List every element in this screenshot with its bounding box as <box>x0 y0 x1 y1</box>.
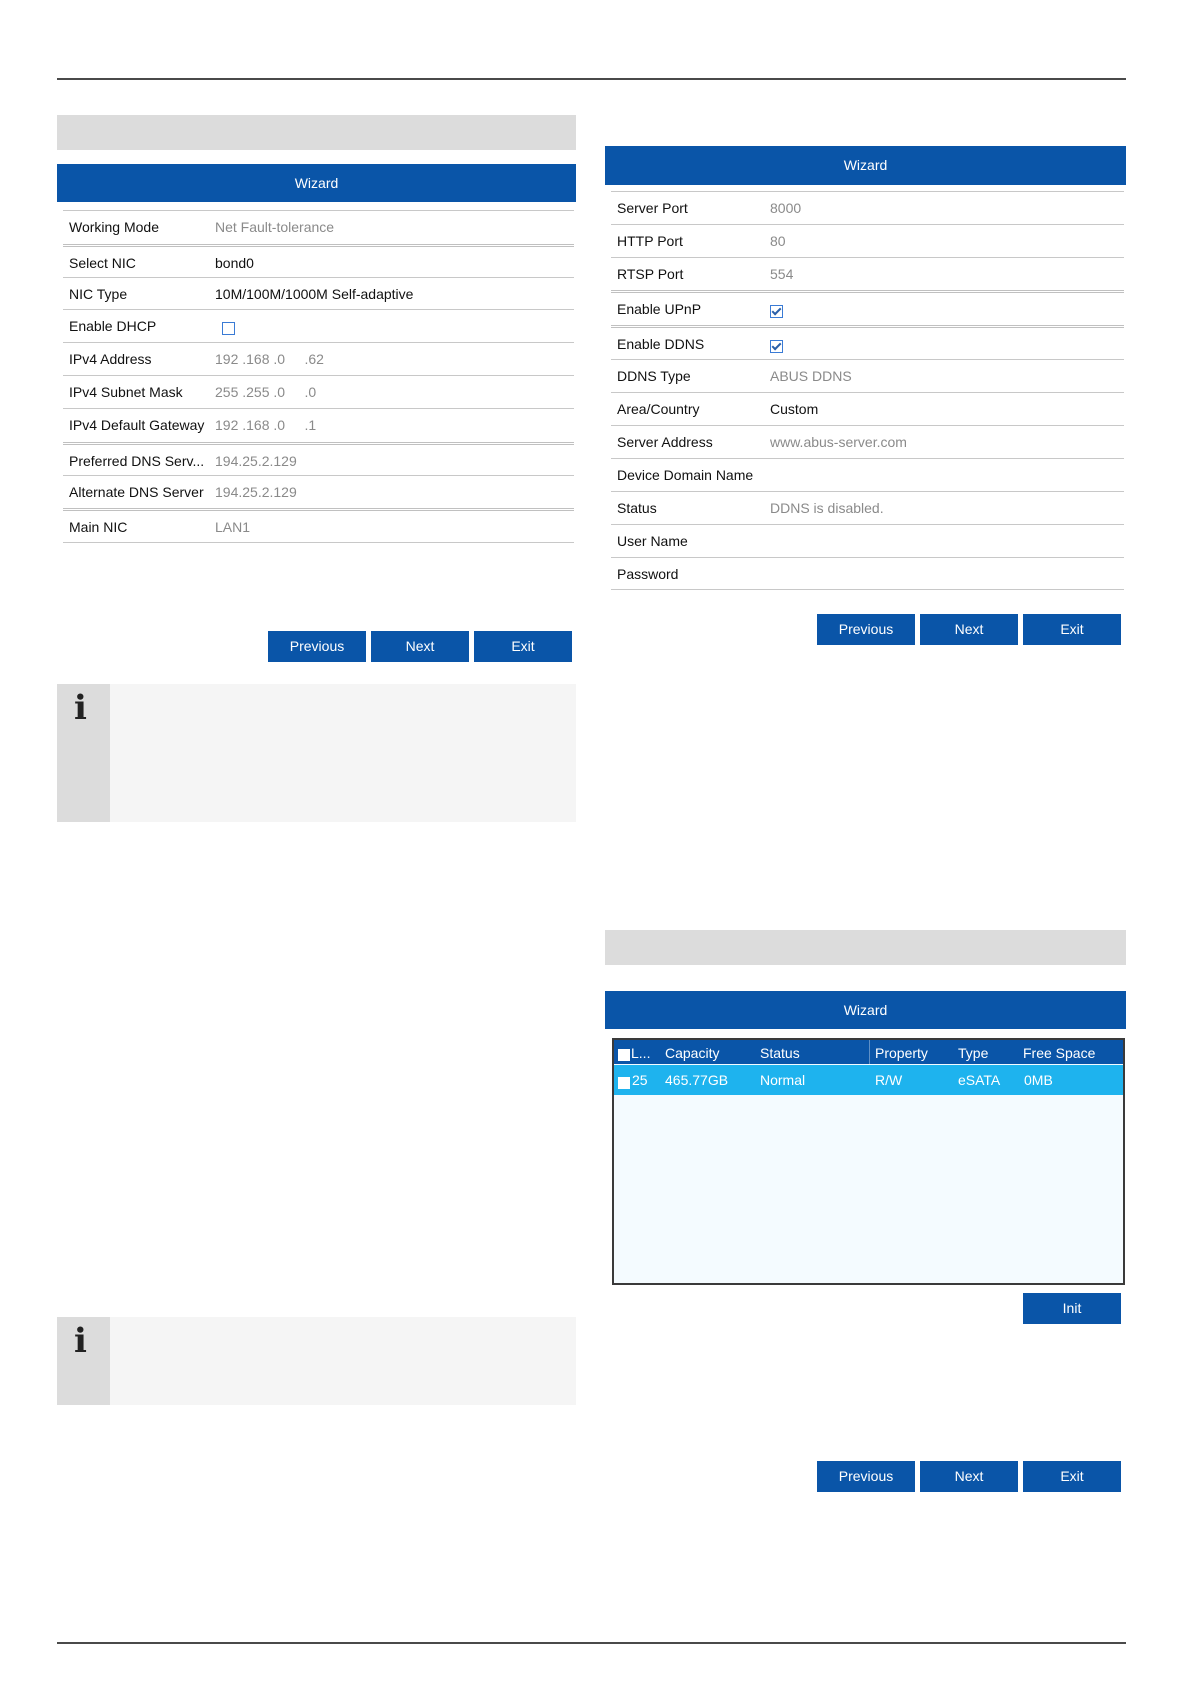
setting-label: NIC Type <box>69 286 128 302</box>
setting-label: Area/Country <box>617 401 700 417</box>
setting-label: Select NIC <box>69 255 136 271</box>
exit-button[interactable]: Exit <box>1023 1461 1121 1492</box>
init-button[interactable]: Init <box>1023 1293 1121 1324</box>
setting-label: IPv4 Subnet Mask <box>69 384 183 400</box>
setting-value[interactable]: 194.25.2.129 <box>215 484 297 500</box>
section-header-bar-left <box>57 115 576 150</box>
hdd-wizard-panel <box>605 991 1126 1031</box>
info-note <box>57 1317 576 1405</box>
setting-row-http-port[interactable] <box>611 224 1124 256</box>
exit-button[interactable]: Exit <box>474 631 572 662</box>
setting-row-ipv4-subnet-mask[interactable] <box>63 375 574 407</box>
setting-value[interactable]: 554 <box>770 266 794 282</box>
ddns-checkbox[interactable] <box>770 340 783 353</box>
setting-row-enable-ddns[interactable] <box>611 325 1124 359</box>
setting-row-area-country[interactable] <box>611 392 1124 424</box>
hdd-cell-free-space: 0MB <box>1024 1072 1053 1088</box>
setting-value: 10M/100M/1000M Self-adaptive <box>215 286 414 302</box>
top-rule <box>57 78 1126 80</box>
setting-row-ipv4-default-gateway[interactable] <box>63 408 574 440</box>
setting-value[interactable]: 192 .168 .0 .1 <box>215 417 317 433</box>
previous-button[interactable]: Previous <box>817 614 915 645</box>
network-wizard-panel <box>57 164 576 670</box>
setting-label: User Name <box>617 533 688 549</box>
setting-label: HTTP Port <box>617 233 683 249</box>
wizard-title: Wizard <box>605 991 1126 1029</box>
exit-button[interactable]: Exit <box>1023 614 1121 645</box>
setting-label: Working Mode <box>69 219 160 235</box>
hdd-cell-capacity: 465.77GB <box>665 1072 729 1088</box>
setting-value[interactable]: 192 .168 .0 .62 <box>215 351 324 367</box>
hdd-table <box>612 1038 1125 1285</box>
setting-row-main-nic[interactable] <box>63 508 574 543</box>
hdd-cell-label: 25 <box>632 1072 648 1088</box>
setting-label: Enable DHCP <box>69 318 157 334</box>
column-header-property[interactable]: Property <box>875 1045 928 1061</box>
setting-row-enable-upnp[interactable] <box>611 290 1124 324</box>
column-divider <box>869 1040 870 1064</box>
setting-row-user-name[interactable] <box>611 524 1124 556</box>
setting-label: Status <box>617 500 657 516</box>
setting-value[interactable]: www.abus-server.com <box>770 434 907 450</box>
setting-row-server-port[interactable] <box>611 191 1124 223</box>
setting-row-ddns-type[interactable] <box>611 359 1124 391</box>
setting-value: LAN1 <box>215 519 251 535</box>
setting-row-nic-type[interactable] <box>63 277 574 309</box>
ddns-wizard-panel <box>605 146 1126 656</box>
hdd-cell-status: Normal <box>760 1072 806 1088</box>
setting-value: DDNS is disabled. <box>770 500 884 516</box>
setting-value[interactable]: ABUS DDNS <box>770 368 852 384</box>
setting-row-working-mode[interactable] <box>63 210 574 242</box>
setting-label: Enable DDNS <box>617 336 705 352</box>
column-header-status[interactable]: Status <box>760 1045 800 1061</box>
setting-label: Alternate DNS Server <box>69 484 204 500</box>
table-row[interactable] <box>614 1065 1123 1095</box>
next-button[interactable]: Next <box>371 631 469 662</box>
select-all-checkbox[interactable] <box>618 1049 630 1061</box>
setting-label: IPv4 Address <box>69 351 152 367</box>
setting-label: Device Domain Name <box>617 467 754 483</box>
setting-label: RTSP Port <box>617 266 684 282</box>
dhcp-checkbox[interactable] <box>222 322 235 335</box>
info-icon: i <box>74 1321 87 1361</box>
setting-row-alternate-dns[interactable] <box>63 475 574 507</box>
setting-value: bond0 <box>215 255 254 271</box>
info-icon: i <box>74 688 87 728</box>
setting-row-select-nic[interactable] <box>63 244 574 278</box>
setting-label: Preferred DNS Serv... <box>69 453 205 469</box>
hdd-table-header <box>614 1040 1123 1064</box>
setting-row-preferred-dns[interactable] <box>63 442 574 476</box>
setting-value[interactable]: 194.25.2.129 <box>215 453 297 469</box>
setting-value[interactable]: 80 <box>770 233 786 249</box>
setting-label: Enable UPnP <box>617 301 702 317</box>
row-checkbox[interactable] <box>618 1077 630 1089</box>
setting-row-device-domain-name[interactable] <box>611 458 1124 490</box>
previous-button[interactable]: Previous <box>817 1461 915 1492</box>
setting-value: Net Fault-tolerance <box>215 219 335 235</box>
setting-row-enable-dhcp[interactable] <box>63 309 574 341</box>
setting-value[interactable]: 255 .255 .0 .0 <box>215 384 317 400</box>
setting-row-ipv4-address[interactable] <box>63 342 574 374</box>
setting-label: IPv4 Default Gateway <box>69 417 205 433</box>
previous-button[interactable]: Previous <box>268 631 366 662</box>
column-header-capacity[interactable]: Capacity <box>665 1045 720 1061</box>
column-header-free-space[interactable]: Free Space <box>1023 1045 1096 1061</box>
info-note <box>57 684 576 822</box>
setting-label: Server Address <box>617 434 713 450</box>
section-header-bar-right <box>605 930 1126 965</box>
column-header-type[interactable]: Type <box>958 1045 989 1061</box>
bottom-rule <box>57 1642 1126 1644</box>
hdd-cell-property: R/W <box>875 1072 903 1088</box>
next-button[interactable]: Next <box>920 614 1018 645</box>
setting-row-rtsp-port[interactable] <box>611 257 1124 289</box>
upnp-checkbox[interactable] <box>770 305 783 318</box>
setting-row-password[interactable] <box>611 557 1124 590</box>
setting-row-status <box>611 491 1124 523</box>
hdd-cell-type: eSATA <box>958 1072 1001 1088</box>
setting-label: Password <box>617 566 679 582</box>
setting-value[interactable]: Custom <box>770 401 819 417</box>
next-button[interactable]: Next <box>920 1461 1018 1492</box>
setting-label: Server Port <box>617 200 688 216</box>
setting-label: DDNS Type <box>617 368 691 384</box>
setting-value[interactable]: 8000 <box>770 200 802 216</box>
setting-row-server-address[interactable] <box>611 425 1124 457</box>
setting-label: Main NIC <box>69 519 128 535</box>
wizard-title: Wizard <box>57 164 576 202</box>
column-header-label[interactable]: L... <box>631 1045 651 1061</box>
wizard-title: Wizard <box>605 146 1126 185</box>
